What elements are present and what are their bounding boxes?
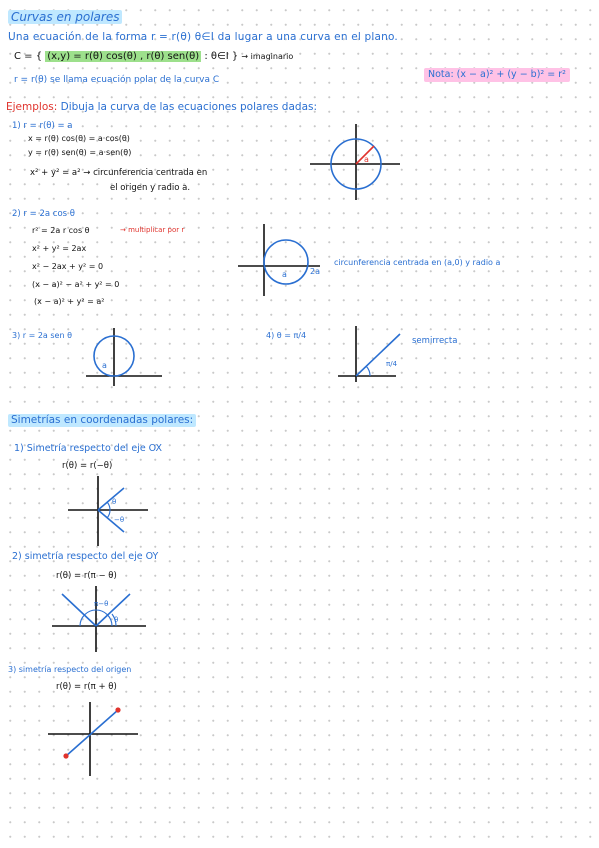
sim3-equation: r(θ) = r(π + θ) bbox=[56, 682, 117, 692]
ex2-multiply-note: → multiplicar por r bbox=[120, 226, 185, 234]
ejemplos-heading bbox=[6, 102, 317, 113]
ejemplos-label: Ejemplos: bbox=[6, 101, 58, 113]
label-theta: θ bbox=[112, 498, 117, 506]
point-lower bbox=[63, 753, 68, 758]
ex1-heading: 1) r = r(θ) = a bbox=[12, 121, 73, 131]
set-suffix: : θ∈I } bbox=[204, 51, 239, 62]
ray-theta bbox=[98, 488, 124, 510]
imaginario-note: → imaginario bbox=[241, 52, 294, 61]
radius-label: a bbox=[364, 155, 369, 164]
ray-line bbox=[356, 334, 400, 376]
ex1-line-1: x = r(θ) cos(θ) = a·cos(θ) bbox=[28, 134, 130, 143]
angle-label: π/4 bbox=[386, 360, 398, 368]
symmetric-segment bbox=[66, 710, 118, 756]
circle-origin-figure bbox=[308, 122, 408, 202]
ray-theta bbox=[96, 594, 130, 626]
sim1-equation: r(θ) = r(−θ) bbox=[62, 461, 113, 471]
ex2-heading: 2) r = 2a cos θ bbox=[12, 209, 75, 219]
symmetry-origin-figure bbox=[46, 700, 146, 780]
ex2-line-1: r² = 2a r cos θ bbox=[32, 226, 90, 235]
sim1-heading: 1) Simetría respecto del eje OX bbox=[14, 443, 163, 454]
arc-neg-theta bbox=[107, 510, 110, 518]
ex2-line-5: (x − a)² + y² = a² bbox=[34, 297, 105, 306]
ex1-line-3: x² + y² = a² → circunferencia centrada en bbox=[30, 168, 208, 178]
circle-sen-figure bbox=[84, 326, 164, 390]
page-title: Curvas en polares bbox=[8, 10, 122, 24]
label-theta: θ bbox=[114, 616, 119, 624]
ejemplos-text: Dibuja la curva de las ecuaciones polares dadas: bbox=[57, 101, 318, 113]
curve-set-definition bbox=[14, 52, 293, 62]
point-upper bbox=[115, 707, 120, 712]
ex2-description: circunferencia centrada en (a,0) y radio a bbox=[334, 258, 501, 267]
ray-figure bbox=[336, 322, 416, 382]
intro-line-3: r = r(θ) se llama ecuación polar de la curva C bbox=[14, 75, 220, 85]
simetrias-heading: Simetrías en coordenadas polares: bbox=[8, 414, 196, 427]
ray-pi-minus-theta bbox=[62, 594, 96, 626]
set-prefix: C = { bbox=[14, 51, 43, 62]
set-body: (x,y) = r(θ) cos(θ) , r(θ) sen(θ) bbox=[47, 51, 200, 62]
nota-box: Nota: (x − a)² + (y − b)² = r² bbox=[424, 68, 570, 82]
intro-line-1: Una ecuación de la forma r = r(θ) θ∈I da lugar a una curva en el plano. bbox=[8, 31, 398, 43]
ex3-heading: 3) r = 2a sen θ bbox=[12, 331, 72, 340]
ex2-line-4: (x − a)² − a² + y² = 0 bbox=[32, 280, 120, 289]
label-2a: 2a bbox=[310, 267, 320, 276]
sim2-heading: 2) simetría respecto del eje OY bbox=[12, 551, 159, 562]
symmetry-oy-figure bbox=[50, 584, 150, 654]
ex1-line-2: y = r(θ) sen(θ) = a·sen(θ) bbox=[28, 148, 132, 157]
ex1-line-4: el origen y radio a. bbox=[110, 183, 191, 193]
label-neg-theta: −θ bbox=[114, 516, 125, 524]
sim3-heading: 3) simetría respecto del origen bbox=[8, 665, 132, 674]
ex2-line-3: x² − 2ax + y² = 0 bbox=[32, 262, 104, 271]
symmetry-ox-figure bbox=[66, 474, 156, 548]
arc-theta bbox=[107, 502, 110, 510]
circle-shifted-figure bbox=[236, 222, 336, 302]
ex4-description: semirrecta bbox=[412, 336, 458, 346]
ex4-heading: 4) θ = π/4 bbox=[266, 331, 307, 340]
label-pi-minus-theta: π−θ bbox=[94, 600, 109, 608]
angle-arc bbox=[366, 366, 370, 376]
label-a: a bbox=[282, 270, 287, 279]
label-a: a bbox=[102, 361, 107, 370]
sim2-equation: r(θ) = r(π − θ) bbox=[56, 571, 117, 581]
ex2-line-2: x² + y² = 2ax bbox=[32, 244, 87, 253]
